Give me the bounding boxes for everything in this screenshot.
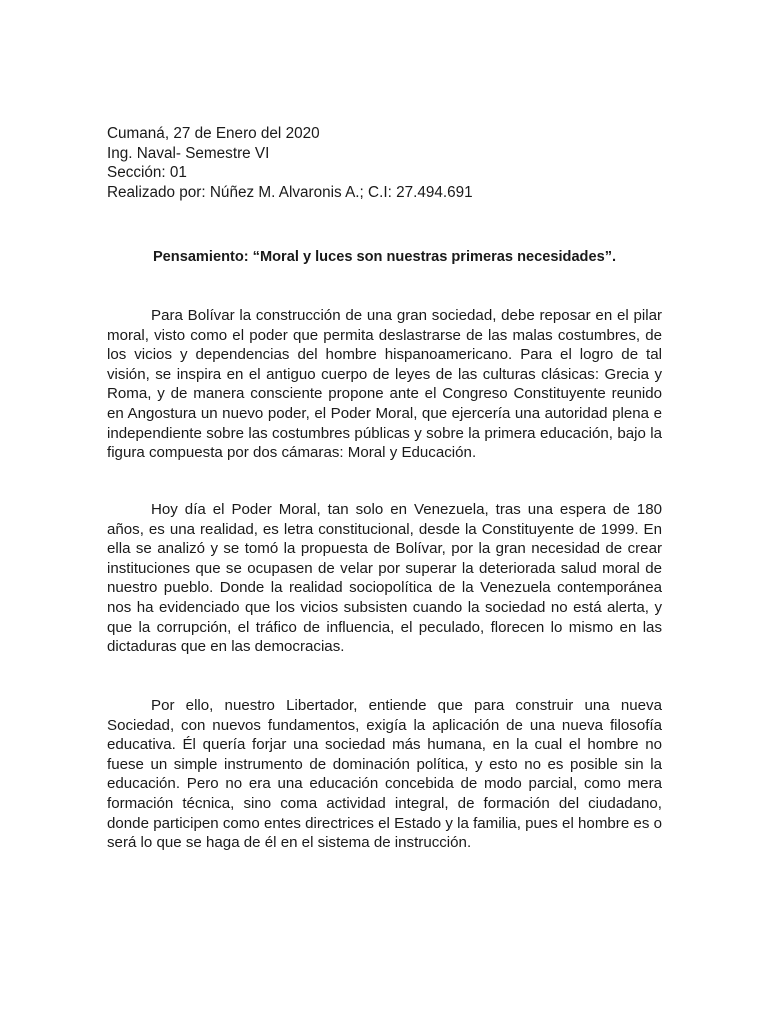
- author-line: Realizado por: Núñez M. Alvaronis A.; C.I: 27.494.691: [107, 183, 473, 201]
- body-paragraph: Para Bolívar la construcción de una gran sociedad, debe reposar en el pilar moral, visto como el poder que permita deslastrarse de las malas costumbres, de los vicios y dependencias del hombre hispanoamericano. Para el logro de tal visión, se inspira en el antiguo cuerpo de leyes de las culturas clásicas: Grecia y Roma, y de manera consciente propone ante el Congreso Constituyente reunido en Angostura un nuevo poder, el Poder Moral, que ejercería una autoridad plena e independiente sobre las costumbres públicas y sobre la primera educación, bajo la figura compuesta por dos cámaras: Moral y Educación.: [107, 307, 662, 462]
- location-date: Cumaná, 27 de Enero del 2020: [107, 125, 320, 142]
- document-header: [107, 124, 667, 202]
- body-paragraph: Hoy día el Poder Moral, tan solo en Venezuela, tras una espera de 180 años, es una realidad, es letra constitucional, desde la Constituyente de 1999. En ella se analizó y se tomó la propuesta de Bolívar, por la gran necesidad de crear instituciones que se ocupasen de velar por superar la deteriorada salud moral de nuestro pueblo. Donde la realidad sociopolítica de la Venezuela contemporánea nos ha evidenciado que los vicios subsisten cuando la sociedad no está alerta, y que la corrupción, el tráfico de influencia, el peculado, florecen lo mismo en las dictaduras que en las democracias.: [107, 501, 662, 656]
- program-line: Ing. Naval- Semestre VI: [107, 144, 270, 162]
- body-paragraph: Por ello, nuestro Libertador, entiende que para construir una nueva Sociedad, con nuevos fundamentos, exigía la aplicación de una nueva filosofía educativa. Él quería forjar una sociedad más humana, en la cual el hombre no fuese un simple instrumento de dominación política, y esto no es posible sin la educación. Pero no era una educación concebida de modo parcial, como mera formación técnica, sino coma actividad integral, de formación del ciudadano, donde participen como entes directrices el Estado y la familia, pues el hombre es o será lo que se haga de él en el sistema de instrucción.: [107, 697, 662, 852]
- document-title: Pensamiento: “Moral y luces son nuestras primeras necesidades”.: [152, 249, 617, 265]
- section-line: Sección: 01: [107, 164, 187, 181]
